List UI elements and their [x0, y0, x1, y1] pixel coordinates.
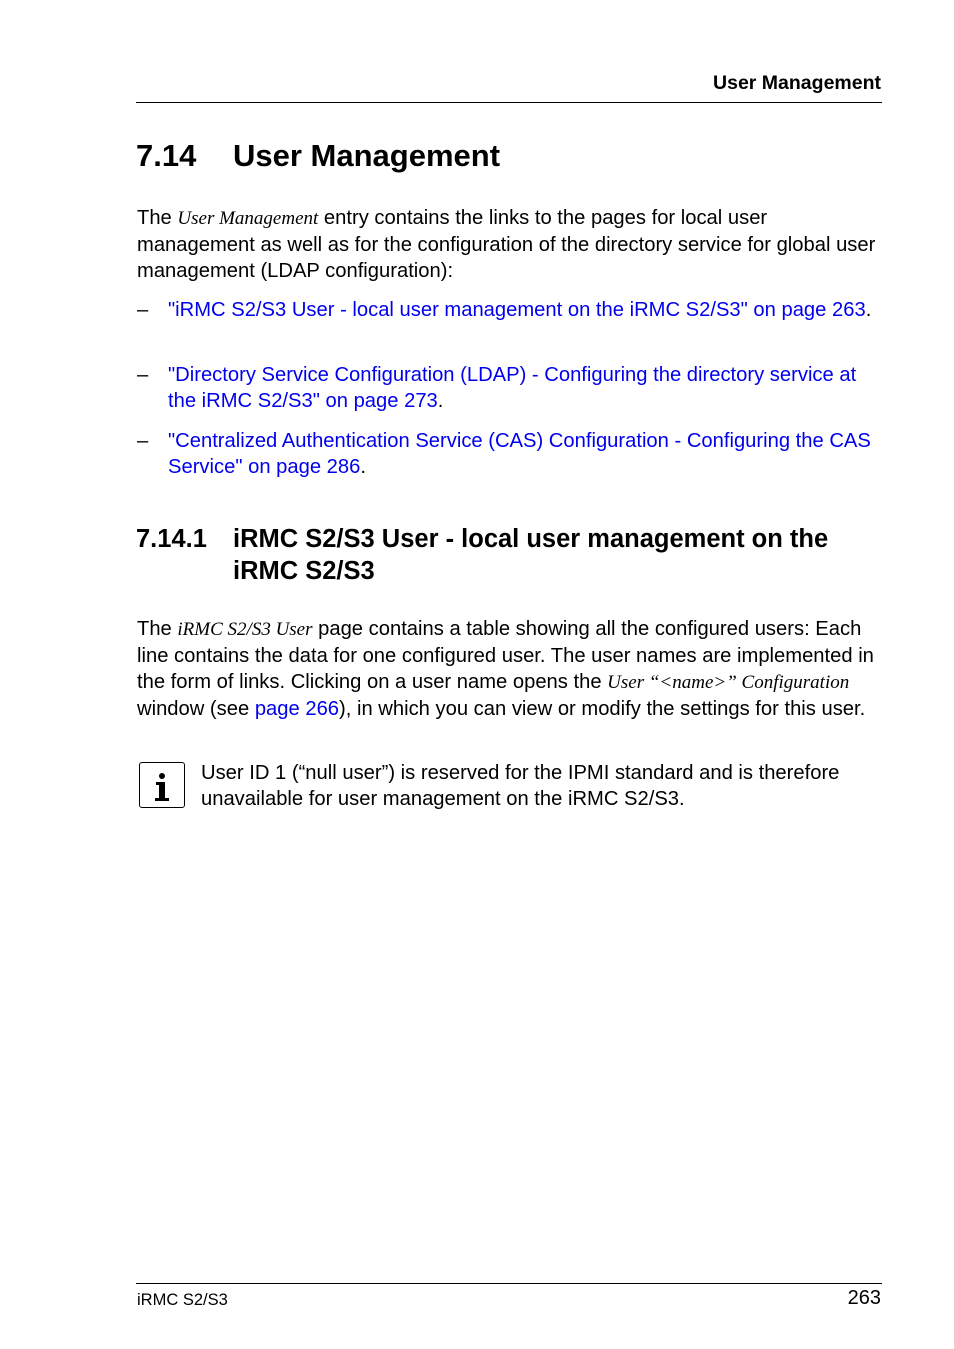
- intro-text-1: The: [137, 207, 178, 229]
- footer-rule: [136, 1283, 882, 1284]
- body-text-1: The: [137, 618, 178, 640]
- section-title: User Management: [233, 138, 501, 173]
- info-note-text: User ID 1 (“null user”) is reserved for the IPMI standard and is therefore unavailable for user management on the iRMC S2/S3.: [201, 762, 840, 810]
- info-icon: [139, 762, 185, 808]
- footer-product: iRMC S2/S3: [137, 1291, 228, 1309]
- link-cas-configuration[interactable]: "Centralized Authentication Service (CAS) Configuration - Configuring the CAS Service" on page 286: [168, 430, 871, 478]
- link-irmc-user[interactable]: "iRMC S2/S3 User - local user management on the iRMC S2/S3" on page 263: [168, 299, 866, 321]
- section-heading: [136, 138, 500, 174]
- body-window-term: User “<name>” Configuration: [607, 672, 850, 693]
- list-dash: –: [137, 364, 149, 386]
- body-paragraph: [137, 616, 883, 722]
- header-rule: [136, 102, 882, 103]
- list-tail: .: [865, 299, 872, 321]
- link-page-266[interactable]: page 266: [254, 698, 340, 720]
- body-text-4: ), in which you can view or modify the settings for this user.: [339, 698, 866, 720]
- list-dash: –: [137, 430, 149, 452]
- running-header: User Management: [713, 72, 881, 94]
- subsection-number: 7.14.1: [136, 525, 207, 553]
- intro-text-2: entry contains the links to the pages for local user management as well as for the configuration of the directory service for global user management (LDAP configuration):: [137, 207, 876, 282]
- intro-menu-term: User Management: [177, 208, 319, 229]
- list-tail: .: [437, 390, 444, 412]
- body-text-2: page contains a table showing all the configured users: Each line contains the data for one configured user. The user names are implemented in the form of links. Clicking on a user name opens the: [137, 618, 874, 693]
- body-page-term: iRMC S2/S3 User: [177, 619, 313, 640]
- page-number: 263: [847, 1287, 881, 1309]
- list-tail: .: [360, 456, 366, 478]
- list-item: [137, 297, 883, 323]
- list-item: [137, 362, 883, 414]
- intro-paragraph: [137, 205, 883, 284]
- subsection-heading: [136, 523, 882, 587]
- section-number: 7.14: [136, 138, 197, 173]
- subsection-title: iRMC S2/S3 User - local user management on the iRMC S2/S3: [233, 525, 829, 585]
- link-directory-service[interactable]: "Directory Service Configuration (LDAP) - Configuring the directory service at the iRMC S2/S3" on page 273: [168, 364, 857, 412]
- list-item: [137, 428, 883, 480]
- body-text-3: window (see: [137, 698, 255, 720]
- list-dash: –: [137, 299, 149, 321]
